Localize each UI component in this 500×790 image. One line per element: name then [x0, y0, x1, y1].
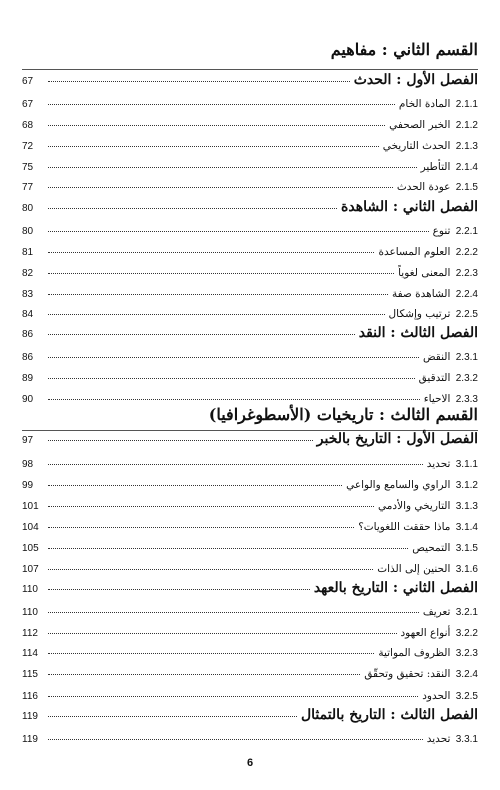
- dot-leader: [48, 569, 373, 570]
- entry-title: تحديد: [426, 458, 451, 470]
- entry-label: [346, 479, 478, 491]
- toc-entry[interactable]: [22, 606, 478, 618]
- chapter-row[interactable]: [22, 325, 478, 341]
- page-number: 84: [22, 309, 34, 320]
- toc-entry[interactable]: [22, 308, 478, 320]
- entry-number: 3.3.1: [455, 734, 478, 745]
- toc-entry[interactable]: [22, 647, 478, 659]
- page-number: 67: [22, 99, 34, 110]
- chapter-title: الفصل الأول : التاريخ بالخبر: [316, 431, 478, 447]
- page-number: 110: [22, 607, 38, 618]
- entry-number: 3.2.1: [455, 607, 478, 618]
- dot-leader: [48, 273, 394, 274]
- chapter-row[interactable]: [22, 72, 478, 88]
- dot-leader: [48, 548, 408, 549]
- entry-label: [422, 690, 478, 702]
- toc-entry[interactable]: [22, 563, 478, 575]
- dot-leader: [48, 633, 397, 634]
- dot-leader: [48, 674, 360, 675]
- page-number: 115: [22, 669, 38, 680]
- dot-leader: [48, 378, 415, 379]
- page-number: 80: [22, 226, 34, 237]
- page-number: 82: [22, 268, 34, 279]
- chapter-title: الفصل الأول : الحدث: [353, 72, 478, 88]
- dot-leader: [48, 104, 395, 105]
- page-number: 104: [22, 522, 39, 533]
- toc-entry[interactable]: [22, 267, 478, 279]
- section-rule: [22, 69, 478, 70]
- entry-number: 2.1.4: [455, 162, 478, 173]
- page-number: 98: [22, 459, 34, 470]
- page-number: 97: [22, 435, 34, 446]
- page-number: 80: [22, 203, 34, 214]
- entry-title: أنواع العهود: [400, 627, 451, 639]
- toc-entry[interactable]: [22, 393, 478, 405]
- entry-label: [389, 119, 478, 131]
- dot-leader: [48, 294, 388, 295]
- page-number: 81: [22, 247, 34, 258]
- dot-leader: [48, 696, 418, 697]
- entry-title: الحنين إلى الذات: [377, 563, 451, 575]
- entry-number: 2.1.3: [455, 141, 478, 152]
- dot-leader: [48, 739, 423, 740]
- dot-leader: [48, 314, 385, 315]
- chapter-row[interactable]: [22, 707, 478, 723]
- page-number: 119: [22, 734, 38, 745]
- entry-title: التاريخي والأدمي: [378, 500, 451, 512]
- entry-number: 3.2.4: [455, 669, 478, 680]
- entry-label: [419, 372, 478, 384]
- entry-number: 3.1.4: [455, 522, 478, 533]
- toc-entry[interactable]: [22, 627, 478, 639]
- entry-label: [358, 521, 478, 533]
- toc-entry[interactable]: [22, 288, 478, 300]
- entry-label: [423, 606, 478, 618]
- entry-label: [424, 393, 478, 405]
- entry-number: 3.1.1: [455, 459, 478, 470]
- entry-title: الاحياء: [423, 393, 451, 405]
- toc-entry[interactable]: [22, 181, 478, 193]
- toc-entry[interactable]: [22, 479, 478, 491]
- chapter-title: الفصل الثالث : النقد: [358, 325, 478, 341]
- page-number: 86: [22, 352, 34, 363]
- page-number: 90: [22, 394, 34, 405]
- entry-title: الحدود: [422, 690, 451, 702]
- dot-leader: [48, 167, 417, 168]
- dot-leader: [48, 485, 342, 486]
- entry-title: النقض: [422, 351, 451, 363]
- entry-label: [399, 98, 478, 110]
- entry-number: 3.2.2: [455, 628, 478, 639]
- entry-title: الحدث التاريخي: [382, 140, 451, 152]
- page-number: 99: [22, 480, 34, 491]
- page-number: 77: [22, 182, 34, 193]
- toc-entry[interactable]: [22, 225, 478, 237]
- dot-leader: [48, 506, 374, 507]
- dot-leader: [48, 527, 354, 528]
- entry-label: [433, 225, 478, 237]
- entry-title: التدقيق: [418, 372, 451, 384]
- entry-label: [378, 647, 478, 659]
- dot-leader: [48, 464, 423, 465]
- dot-leader: [48, 252, 374, 253]
- entry-number: 3.1.5: [455, 543, 478, 554]
- toc-entry[interactable]: [22, 668, 478, 680]
- entry-number: 2.3.1: [455, 352, 478, 363]
- page-number: 89: [22, 373, 34, 384]
- dot-leader: [48, 440, 313, 441]
- entry-title: تحديد: [426, 733, 451, 745]
- entry-number: 2.3.3: [455, 394, 478, 405]
- entry-label: [378, 500, 478, 512]
- page-number: 105: [22, 543, 39, 554]
- dot-leader: [48, 334, 355, 335]
- entry-number: 2.2.3: [455, 268, 478, 279]
- toc-entry[interactable]: [22, 351, 478, 363]
- entry-number: 2.2.4: [455, 289, 478, 300]
- toc-entry[interactable]: [22, 98, 478, 110]
- page-number: 119: [22, 711, 38, 722]
- entry-label: [398, 267, 478, 279]
- page-footer-number: 6: [246, 757, 254, 769]
- entry-label: [401, 627, 479, 639]
- dot-leader: [48, 612, 419, 613]
- entry-number: 3.1.6: [455, 564, 478, 575]
- entry-number: 2.3.2: [455, 373, 478, 384]
- toc-entry[interactable]: [22, 161, 478, 173]
- dot-leader: [48, 653, 374, 654]
- page-number: 114: [22, 648, 38, 659]
- entry-label: [412, 542, 478, 554]
- entry-title: التأطير: [420, 161, 451, 173]
- page-number: 112: [22, 628, 38, 639]
- page-number: 107: [22, 564, 39, 575]
- toc-entry[interactable]: [22, 119, 478, 131]
- entry-number: 3.2.5: [455, 691, 478, 702]
- entry-number: 3.1.2: [455, 480, 478, 491]
- entry-title: المعنى لغوياً: [398, 267, 451, 279]
- toc-entry[interactable]: [22, 458, 478, 470]
- chapter-row[interactable]: [22, 580, 478, 596]
- dot-leader: [48, 231, 429, 232]
- page-number: 86: [22, 329, 34, 340]
- entry-label: [427, 733, 478, 745]
- entry-title: عودة الحدث: [396, 181, 451, 193]
- dot-leader: [48, 716, 297, 717]
- page-number: 110: [22, 584, 38, 595]
- toc-entry[interactable]: [22, 140, 478, 152]
- entry-label: [392, 288, 478, 300]
- page-number: 72: [22, 141, 34, 152]
- entry-number: 2.2.1: [455, 226, 478, 237]
- entry-number: 2.2.5: [455, 309, 478, 320]
- entry-label: [364, 668, 478, 680]
- entry-title: العلوم المساعدة: [378, 246, 451, 258]
- entry-title: الخبر الصحفي: [389, 119, 451, 131]
- dot-leader: [48, 399, 420, 400]
- section-heading: القسم الثاني : مفاهيم: [330, 40, 478, 59]
- toc-entry[interactable]: [22, 690, 478, 702]
- page-number: 116: [22, 691, 38, 702]
- entry-number: 3.1.3: [455, 501, 478, 512]
- chapter-row[interactable]: [22, 199, 478, 215]
- entry-title: تعريف: [422, 606, 451, 618]
- chapter-title: الفصل الثاني : الشاهدة: [341, 199, 478, 215]
- toc-entry[interactable]: [22, 246, 478, 258]
- page-number: 101: [22, 501, 39, 512]
- chapter-title: الفصل الثاني : التاريخ بالعهد: [313, 580, 478, 596]
- entry-title: ترتيب وإشكال: [388, 308, 451, 320]
- entry-label: [427, 458, 478, 470]
- entry-label: [423, 351, 478, 363]
- entry-label: [397, 181, 478, 193]
- entry-number: 2.1.1: [455, 99, 478, 110]
- dot-leader: [48, 146, 379, 147]
- entry-title: ماذا حققت اللغويات؟: [358, 521, 451, 533]
- toc-entry[interactable]: [22, 500, 478, 512]
- entry-label: [377, 563, 478, 575]
- entry-label: [378, 246, 478, 258]
- entry-label: [389, 308, 478, 320]
- toc-entry[interactable]: [22, 542, 478, 554]
- chapter-title: الفصل الثالث : التاريخ بالتمثال: [300, 707, 478, 723]
- page-number: 83: [22, 289, 34, 300]
- entry-title: المادة الخام: [398, 98, 451, 110]
- entry-number: 2.1.5: [455, 182, 478, 193]
- page-number: 75: [22, 162, 34, 173]
- entry-number: 3.2.3: [455, 648, 478, 659]
- toc-entry[interactable]: [22, 733, 478, 745]
- chapter-row[interactable]: [22, 431, 478, 447]
- entry-number: 2.1.2: [455, 120, 478, 131]
- entry-title: الظروف المواتية: [378, 647, 451, 659]
- toc-entry[interactable]: [22, 372, 478, 384]
- toc-entry[interactable]: [22, 521, 478, 533]
- dot-leader: [48, 187, 393, 188]
- dot-leader: [48, 125, 385, 126]
- entry-title: الشاهدة صفة: [391, 288, 451, 300]
- entry-number: 2.2.2: [455, 247, 478, 258]
- entry-title: الراوي والسامع والواعي: [346, 479, 451, 491]
- dot-leader: [48, 81, 350, 82]
- page-number: 68: [22, 120, 34, 131]
- entry-label: [383, 140, 478, 152]
- entry-label: [421, 161, 478, 173]
- entry-title: تنوع: [432, 225, 451, 237]
- page-number: 67: [22, 76, 34, 87]
- dot-leader: [48, 357, 419, 358]
- entry-title: التمحيص: [412, 542, 451, 554]
- dot-leader: [48, 208, 337, 209]
- section-heading: القسم الثالث : تاريخيات (الأسطوغرافيا): [208, 405, 478, 424]
- dot-leader: [48, 589, 310, 590]
- entry-title: النقد: تحقيق وتحقّق: [364, 668, 451, 680]
